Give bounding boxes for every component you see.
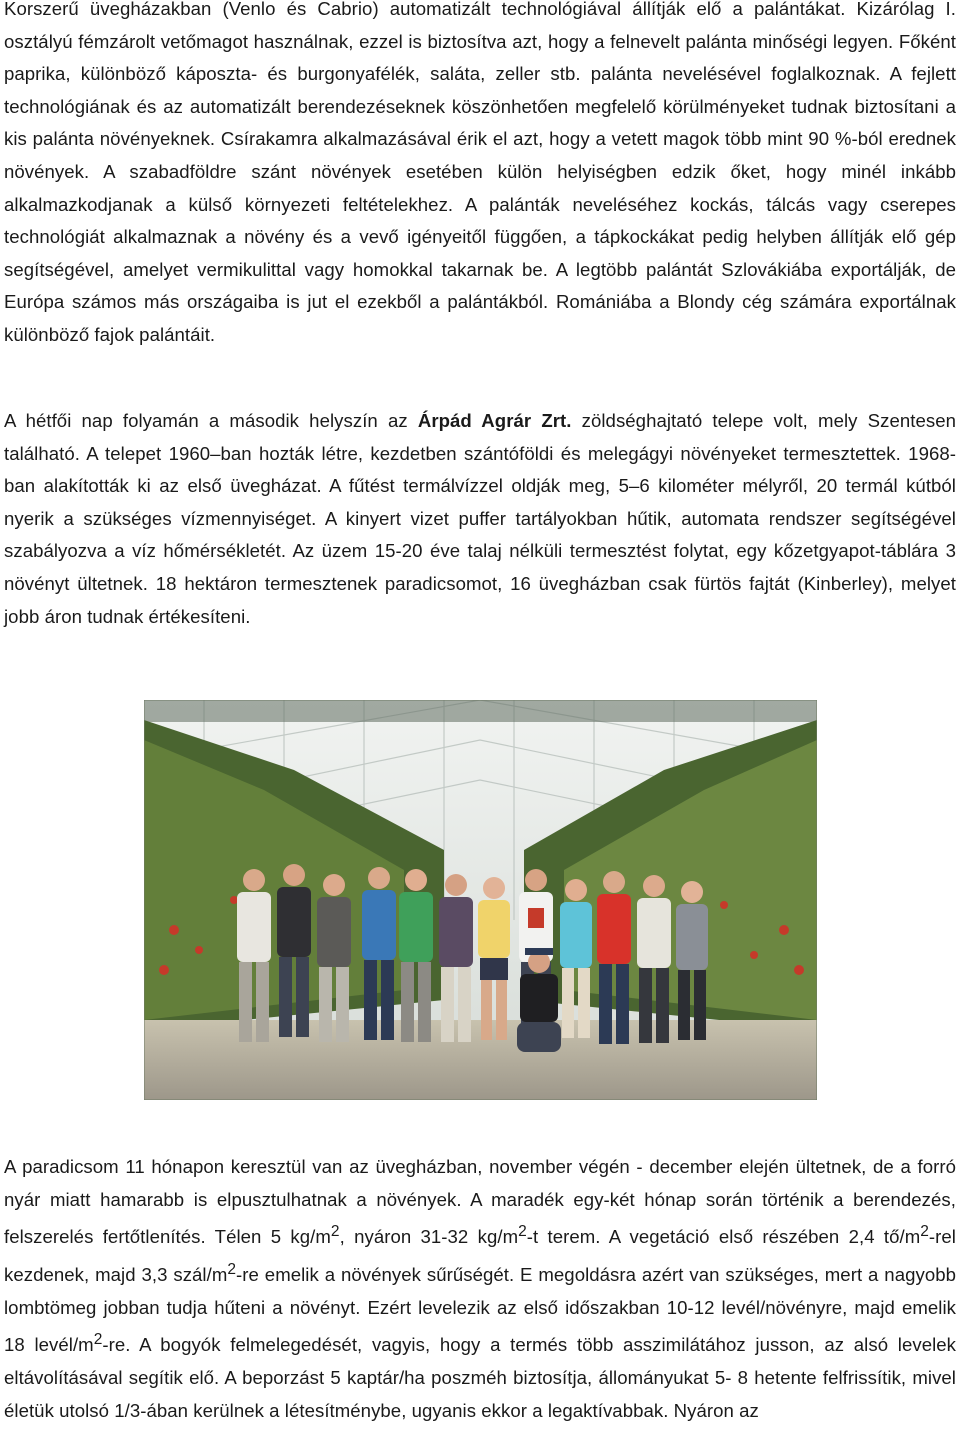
paragraph-text: , nyáron 31-32 kg/m [339, 1226, 519, 1248]
superscript-2: 2 [227, 1260, 237, 1278]
superscript-2: 2 [518, 1223, 527, 1241]
paragraph-text: zöldséghajtató telepe volt, mely Szentesen található. A telepet 1960–ban hozták létre, kezdetben szántóföldi és melegágyi növényeket termesztettek. 1968-ban alakították ki az első üvegházat. A fűtést termálvízzel oldják meg, 5–6 kilométer mélyről, 20 termál kútból nyerik a szükséges vízmennyiséget. A kinyert vizet puffer tartályokban hűtik, automata rendszer segítségével szabályozva a víz hőmérsékletét. Az üzem 15-20 éve talaj nélküli termesztést folytat, egy kőzetgyapot-táblára 3 növényt ültetnek. 18 hektáron termesztenek paradicsomot, 16 üvegházban csak fürtös fajtát (Kinberley), melyet jobb áron tudnak értékesíteni. [4, 410, 956, 627]
superscript-2: 2 [920, 1223, 929, 1241]
paragraph-text: A hétfői nap folyamán a második helyszín az [4, 410, 418, 431]
superscript-2: 2 [330, 1223, 340, 1241]
company-name: Árpád Agrár Zrt. [417, 410, 572, 431]
paragraph-text: -re emelik a növények sűrűségét. E megoldásra azért van szükséges, mert a nagyobb lombtömeg jobban tudja hűteni a növényt. Ezért levelezik az első időszakban 10-12 levél/növényre, majd emelik 18 levél/m [4, 1264, 956, 1356]
paragraph-text: -re. A bogyók felmelegedését, vagyis, hogy a termés több asszimilátához jusson, az alsó levelek eltávolításával segítik elő. A beporzást 5 kaptár/ha poszméh biztosítja, állományukat 5- 8 hetente felfrissítik, mivel életük utolsó 1/3-ában kerülnek a létesítménybe, ugyanis ekkor a legaktívabbak. Nyáron az [4, 1334, 957, 1421]
paragraph-seedling-production [4, 0, 956, 352]
paragraph-text: -t terem. A vegetáció első részében 2,4 tő/m [526, 1226, 921, 1248]
paragraph-arpad-agrar-visit [4, 405, 956, 633]
paragraph-text: A paradicsom 11 hónapon keresztül van az üvegházban, november végén - december elején ültetnek, de a forró nyár miatt hamarabb is elpusztulhatnak a növények. A maradék egy-két hónap során történik a berendezés, felszerelés fertőtlenítés. Télen 5 kg/m [4, 1156, 956, 1248]
paragraph-tomato-cultivation [4, 1151, 956, 1427]
superscript-2: 2 [93, 1331, 103, 1349]
greenhouse-group-photo [144, 700, 817, 1100]
paragraph-text: -rel kezdenek, majd 3,3 szál/m [4, 1226, 956, 1286]
paragraph-text: Korszerű üvegházakban (Venlo és Cabrio) automatizált technológiával állítják elő a palántákat. Kizárólag I. osztályú fémzárolt vetőmagot használnak, ezzel is biztosítva azt, hogy a felnevelt palánta minőségi legyen. Főként paprika, különböző káposzta- és burgonyafélék, saláta, zeller stb. palánta nevelésével foglalkoznak. A fejlett technológiának és az automatizált berendezéseknek köszönhetően megfelelő körülményeket tudnak biztosítani a kis palánta növényeknek. Csírakamra alkalmazásával érik el azt, hogy a vetett magok több mint 90 %-ból erednek növények. A szabadföldre szánt növények esetében külön helyiségben edzik őket, hogy minél inkább alkalmazkodjanak a külső környezeti feltételekhez. A palánták neveléséhez kockás, tálcás vagy cserepes technológiát alkalmaznak a növény és a vevő igényeitől függően, a tápkockákat pedig helyben állítják elő gép segítségével, amelyet vermikulittal vagy homokkal takarnak be. A legtöbb palántát Szlovákiába exportálják, de Európa számos más országaiba is jut el ezekből a palántákból. Romániába a Blondy cég számára exportálnak különböző fajok palántáit. [4, 0, 956, 345]
